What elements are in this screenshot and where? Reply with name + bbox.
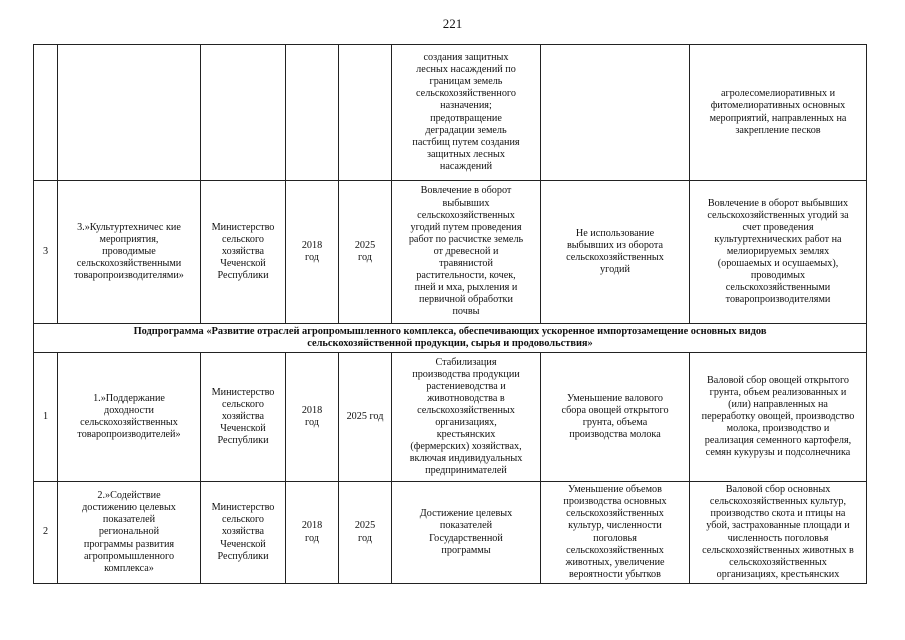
cell-risk [541,45,690,181]
page-number: 221 [442,16,463,31]
cell-direction: Вовлечение в оборот выбывших сельскохозяйственных угодий путем проведения работ по расчистке земель от древесной и травянистой растительности, кочек, пней и мха, рыхления и первичной обработки почвы [392,181,541,324]
cell-direction: создания защитных лесных насаждений по границам земель сельскохозяйственного назначения; предотвращение деградации земель пастбищ путем создания защитных лесных насаждений [392,45,541,181]
cell-risk: Уменьшение объемов производства основных сельскохозяйственных культур, численности поголовья сельскохозяйственных животных, увеличение вероятности убытков [541,482,690,584]
table-row [34,45,867,181]
cell-end-year [339,45,392,181]
table-row [34,181,867,324]
cell-indicator-link: Вовлечение в оборот выбывших сельскохозяйственных угодий за счет проведения культуртехнических работ на мелиорируемых землях (орошаемых и осушаемых), проводимых сельскохозяйственными товаропроизводителями [690,181,867,324]
cell-number: 2 [34,482,58,584]
cell-event [58,45,201,181]
cell-executor: Министерство сельского хозяйства Чеченской Республики [201,482,286,584]
cell-number: 3 [34,181,58,324]
cell-executor [201,45,286,181]
cell-start-year: 2018 год [286,181,339,324]
cell-number: 1 [34,353,58,482]
cell-risk: Уменьшение валового сбора овощей открытого грунта, объема производства молока [541,353,690,482]
cell-start-year [286,45,339,181]
table-row [34,482,867,584]
cell-indicator-link: Валовой сбор овощей открытого грунта, объем реализованных и (или) направленных на переработку овощей, производство молока, производство и реализация семенного картофеля, семян кукурузы и подсолнечника [690,353,867,482]
cell-executor: Министерство сельского хозяйства Чеченской Республики [201,353,286,482]
cell-start-year: 2018 год [286,353,339,482]
cell-indicator-link: агролесомелиоративных и фитомелиоративных основных мероприятий, направленных на закрепление песков [690,45,867,181]
cell-event: 1.»Поддержание доходности сельскохозяйственных товаропроизводителей» [58,353,201,482]
cell-number [34,45,58,181]
cell-executor: Министерство сельского хозяйства Чеченской Республики [201,181,286,324]
cell-indicator-link: Валовой сбор основных сельскохозяйственных культур, производство скота и птицы на убой, застрахованные площади и численность поголовья сельскохозяйственных животных в сельскохозяйственных организациях, крестьянских [690,482,867,584]
subprogram-row [34,324,867,353]
cell-risk: Не использование выбывших из оборота сельскохозяйственных угодий [541,181,690,324]
cell-end-year: 2025 год [339,181,392,324]
measures-table [33,44,867,584]
cell-event: 3.»Культуртехничес кие мероприятия, проводимые сельскохозяйственными товаропроизводителями» [58,181,201,324]
cell-end-year: 2025 год [339,482,392,584]
cell-end-year: 2025 год [339,353,392,482]
cell-start-year: 2018 год [286,482,339,584]
cell-event: 2.»Содействие достижению целевых показателей региональной программы развития агропромышленного комплекса» [58,482,201,584]
subprogram-title: Подпрограмма «Развитие отраслей агропромышленного комплекса, обеспечивающих ускоренное импортозамещение основных видов сельскохозяйственной продукции, сырья и продовольствия» [34,324,867,353]
cell-direction: Достижение целевых показателей Государственной программы [392,482,541,584]
table-row [34,353,867,482]
cell-direction: Стабилизация производства продукции растениеводства и животноводства в сельскохозяйственных организациях, крестьянских (фермерских) хозяйствах, включая индивидуальных предпринимателей [392,353,541,482]
